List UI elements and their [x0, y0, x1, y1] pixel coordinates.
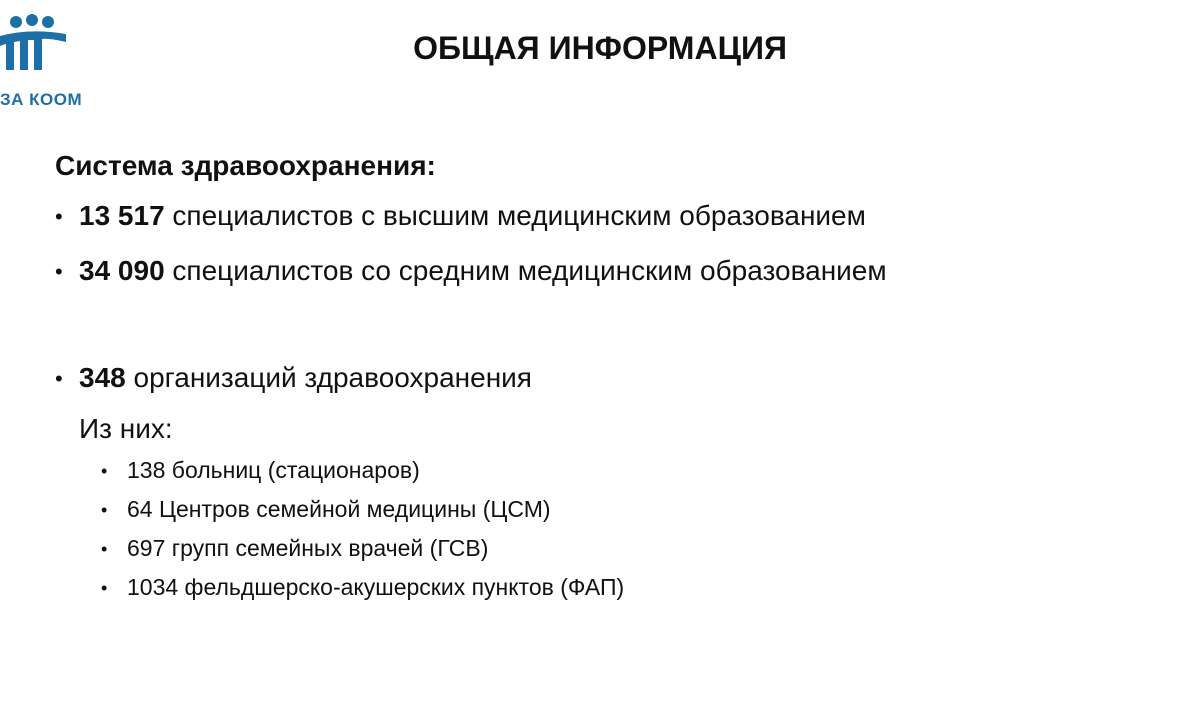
item-text: специалистов с высшим медицинским образованием — [172, 200, 866, 231]
item-text: специалистов со средним медицинским образованием — [172, 255, 887, 286]
subheading: Из них: — [79, 413, 173, 444]
list-item — [55, 362, 1155, 394]
logo-text: ЗА КООМ — [0, 90, 83, 109]
section-heading: Система здравоохранения: — [55, 150, 436, 181]
sub-list-item: • 697 групп семейных врачей (ГСВ) — [55, 535, 1155, 562]
list-item — [55, 255, 1155, 287]
sub-list-item: • 1034 фельдшерско-акушерских пунктов (ФАП) — [55, 574, 1155, 601]
item-text: организаций здравоохранения — [133, 362, 532, 393]
page-title: ОБЩАЯ ИНФОРМАЦИЯ — [413, 30, 787, 66]
item-number: 13 517 — [79, 200, 165, 231]
sub-list-item: • 138 больниц (стационаров) — [55, 457, 1155, 484]
sub-list-item: • 64 Центров семейной медицины (ЦСМ) — [55, 496, 1155, 523]
content — [55, 150, 1155, 613]
item-number: 34 090 — [79, 255, 165, 286]
item-number: 348 — [79, 362, 126, 393]
list-item — [55, 200, 1155, 232]
